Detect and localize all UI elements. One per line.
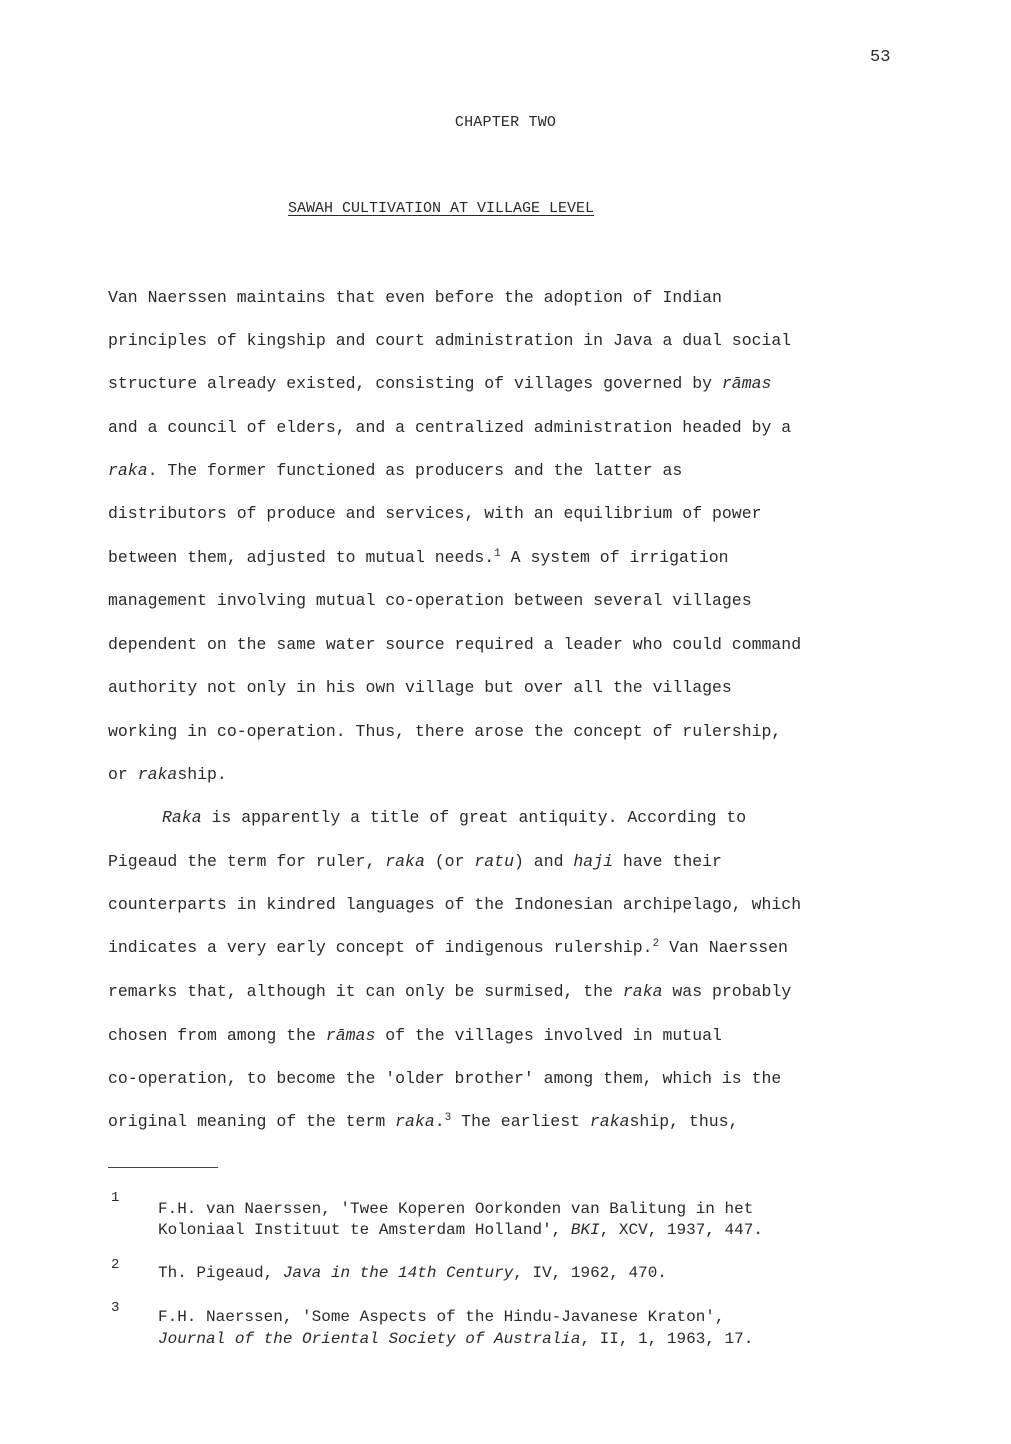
text-run: F.H. Naerssen, 'Some Aspects of the Hindu-Javanese Kraton',: [158, 1308, 725, 1326]
text-run: .: [434, 1112, 445, 1131]
text-run: distributors of produce and services, with an equilibrium of power: [108, 504, 762, 523]
text-line: [108, 722, 781, 741]
text-run: was probably: [662, 982, 792, 1001]
text-run: management involving mutual co-operation between several villages: [108, 591, 752, 610]
italic-term: raka: [589, 1112, 630, 1131]
text-run: , IV, 1962, 470.: [513, 1264, 667, 1282]
text-line: [108, 548, 729, 567]
text-run: original meaning of the term: [108, 1112, 396, 1131]
text-line: [108, 852, 722, 871]
text-line: [108, 1069, 781, 1088]
text-line: [108, 591, 752, 610]
text-run: ship, thus,: [629, 1112, 739, 1131]
text-run: co-operation, to become the 'older brother' among them, which is the: [108, 1069, 782, 1088]
text-line: [108, 418, 791, 437]
text-run: Van Naerssen: [659, 938, 788, 957]
text-line: [108, 1026, 722, 1045]
text-run: dependent on the same water source required a leader who could command: [108, 635, 802, 654]
text-run: or: [108, 765, 138, 784]
text-line: [108, 678, 732, 697]
text-run: . The former functioned as producers and the latter as: [147, 461, 683, 480]
italic-term: raka: [385, 852, 425, 871]
italic-term: raka: [622, 982, 663, 1001]
text-run: , XCV, 1937, 447.: [599, 1221, 763, 1239]
text-line: [162, 808, 746, 827]
text-run: principles of kingship and court administration in Java a dual social: [108, 331, 792, 350]
footnote-ref: 3: [444, 1112, 452, 1124]
italic-term: rāmas: [721, 374, 772, 393]
italic-term: raka: [395, 1112, 435, 1131]
text-line: [108, 895, 801, 914]
text-run: A system of irrigation: [500, 548, 729, 567]
text-run: F.H. van Naerssen, 'Twee Koperen Oorkonden van Balitung in het: [158, 1200, 754, 1218]
text-run: working in co-operation. Thus, there arose the concept of rulership,: [108, 722, 782, 741]
italic-term: ratu: [474, 852, 514, 871]
text-run: between them, adjusted to mutual needs.: [108, 548, 495, 567]
italic-term: Raka: [162, 808, 202, 827]
text-line: [108, 982, 791, 1001]
italic-term: raka: [137, 765, 178, 784]
footnote-number: 3: [111, 1300, 120, 1316]
text-run: ) and: [513, 852, 574, 871]
text-line: [108, 461, 682, 480]
text-run: (or: [424, 852, 475, 871]
chapter-title: SAWAH CULTIVATION AT VILLAGE LEVEL: [288, 200, 595, 217]
text-line: [108, 765, 227, 784]
footnote-line: [158, 1264, 667, 1282]
text-line: [108, 635, 801, 654]
italic-term: raka: [108, 461, 148, 480]
text-run: Koloniaal Instituut te Amsterdam Holland',: [158, 1221, 571, 1239]
text-line: [108, 504, 762, 523]
text-line: [108, 374, 771, 393]
italic-term: Journal of the Oriental Society of Australia: [158, 1330, 581, 1348]
text-line: [108, 938, 788, 957]
footnote-divider: [108, 1167, 218, 1168]
text-run: authority not only in his own village but over all the villages: [108, 678, 732, 697]
footnote-ref: 2: [652, 938, 660, 950]
footnote-number: 1: [111, 1190, 120, 1206]
text-run: is apparently a title of great antiquity. According to: [201, 808, 747, 827]
chapter-heading: CHAPTER TWO: [454, 114, 557, 131]
italic-term: Java in the 14th Century: [282, 1264, 514, 1282]
footnote-number: 2: [111, 1257, 120, 1273]
text-run: chosen from among the: [108, 1026, 326, 1045]
footnote-line: [158, 1200, 753, 1218]
page-number: 53: [870, 48, 891, 67]
footnote-ref: 1: [494, 548, 501, 560]
italic-term: rāmas: [325, 1026, 376, 1045]
text-run: counterparts in kindred languages of the Indonesian archipelago, which: [108, 895, 802, 914]
footnote-line: [158, 1330, 753, 1348]
text-run: Van Naerssen maintains that even before the adoption of Indian: [108, 288, 722, 307]
text-run: and a council of elders, and a centralized administration headed by a: [108, 418, 792, 437]
footnote-line: [158, 1308, 725, 1326]
footnote-line: [158, 1221, 763, 1239]
text-line: [108, 1112, 738, 1131]
text-line: [108, 331, 791, 350]
text-run: , II, 1, 1963, 17.: [580, 1330, 754, 1348]
italic-term: haji: [573, 852, 614, 871]
text-run: indicates a very early concept of indigenous rulership.: [108, 938, 653, 957]
text-run: have their: [613, 852, 722, 871]
text-run: Pigeaud the term for ruler,: [108, 852, 386, 871]
italic-term: BKI: [570, 1221, 600, 1239]
text-run: remarks that, although it can only be surmised, the: [108, 982, 623, 1001]
text-line: [108, 288, 722, 307]
text-run: structure already existed, consisting of villages governed by: [108, 374, 722, 393]
text-run: The earliest: [451, 1112, 590, 1131]
text-run: ship.: [177, 765, 227, 784]
text-run: of the villages involved in mutual: [375, 1026, 722, 1045]
text-run: Th. Pigeaud,: [158, 1264, 283, 1282]
